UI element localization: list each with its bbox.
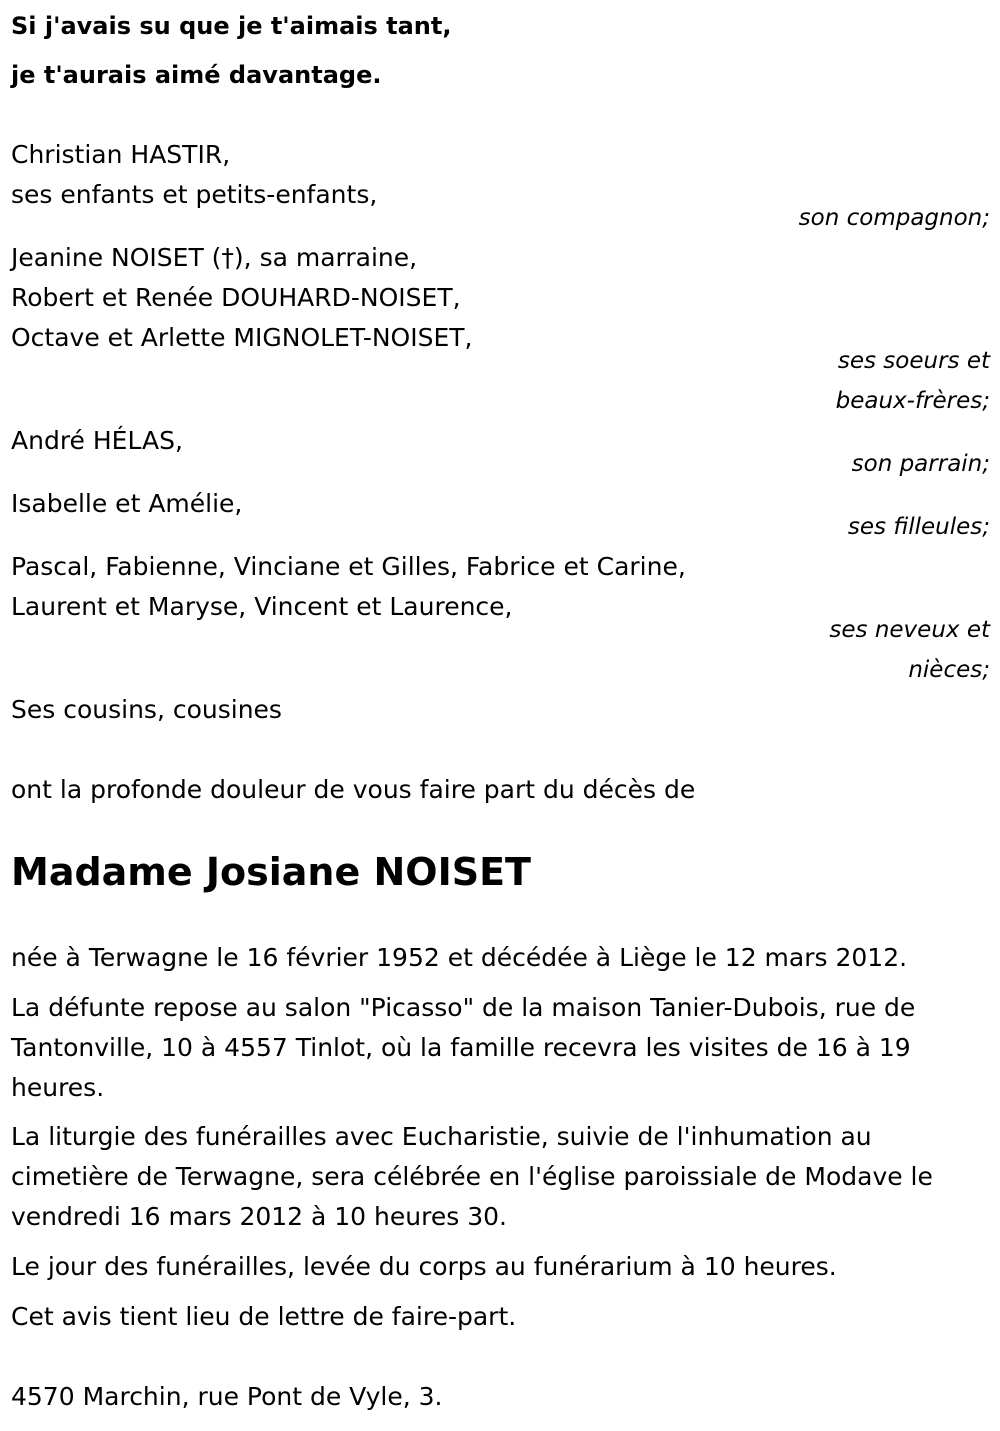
epigraph-line-1: Si j'avais su que je t'aimais tant, <box>11 12 452 40</box>
repose-line-3: heures. <box>11 1073 105 1102</box>
cousins-line: Ses cousins, cousines <box>11 695 282 724</box>
deceased-name: Madame Josiane NOISET <box>11 850 531 894</box>
liturgy-line-1: La liturgie des funérailles avec Eucharistie, suivie de l'inhumation au <box>11 1122 872 1151</box>
body-lifting-text: Le jour des funérailles, levée du corps au funérarium à 10 heures. <box>11 1252 837 1281</box>
relation-goddaughters: ses filleules; <box>847 514 990 540</box>
godfather-name: André HÉLAS, <box>11 426 183 455</box>
relation-siblings-1: ses soeurs et <box>837 348 990 374</box>
relation-godfather: son parrain; <box>851 451 990 477</box>
announcement-text: ont la profonde douleur de vous faire part du décès de <box>11 775 696 804</box>
nephews-line-2: Laurent et Maryse, Vincent et Laurence, <box>11 592 513 621</box>
goddaughters-names: Isabelle et Amélie, <box>11 489 243 518</box>
sibling-line-3: Octave et Arlette MIGNOLET-NOISET, <box>11 323 473 352</box>
companion-children: ses enfants et petits-enfants, <box>11 180 378 209</box>
repose-line-2: Tantonville, 10 à 4557 Tinlot, où la famille recevra les visites de 16 à 19 <box>11 1033 911 1062</box>
birth-death-dates: née à Terwagne le 16 février 1952 et décédée à Liège le 12 mars 2012. <box>11 943 908 972</box>
liturgy-line-2: cimetière de Terwagne, sera célébrée en l'église paroissiale de Modave le <box>11 1162 933 1191</box>
notice-text: Cet avis tient lieu de lettre de faire-part. <box>11 1302 517 1331</box>
companion-name: Christian HASTIR, <box>11 140 231 169</box>
relation-siblings-2: beaux-frères; <box>835 388 990 414</box>
epigraph-line-2: je t'aurais aimé davantage. <box>11 61 382 89</box>
relation-nephews-1: ses neveux et <box>829 617 990 643</box>
sibling-line-2: Robert et Renée DOUHARD-NOISET, <box>11 283 461 312</box>
relation-companion: son compagnon; <box>798 205 990 231</box>
nephews-line-1: Pascal, Fabienne, Vinciane et Gilles, Fabrice et Carine, <box>11 552 686 581</box>
relation-nephews-2: nièces; <box>908 657 990 683</box>
family-address: 4570 Marchin, rue Pont de Vyle, 3. <box>11 1382 443 1411</box>
repose-line-1: La défunte repose au salon "Picasso" de la maison Tanier-Dubois, rue de <box>11 993 916 1022</box>
liturgy-line-3: vendredi 16 mars 2012 à 10 heures 30. <box>11 1202 507 1231</box>
sibling-line-1: Jeanine NOISET (†), sa marraine, <box>11 243 418 272</box>
